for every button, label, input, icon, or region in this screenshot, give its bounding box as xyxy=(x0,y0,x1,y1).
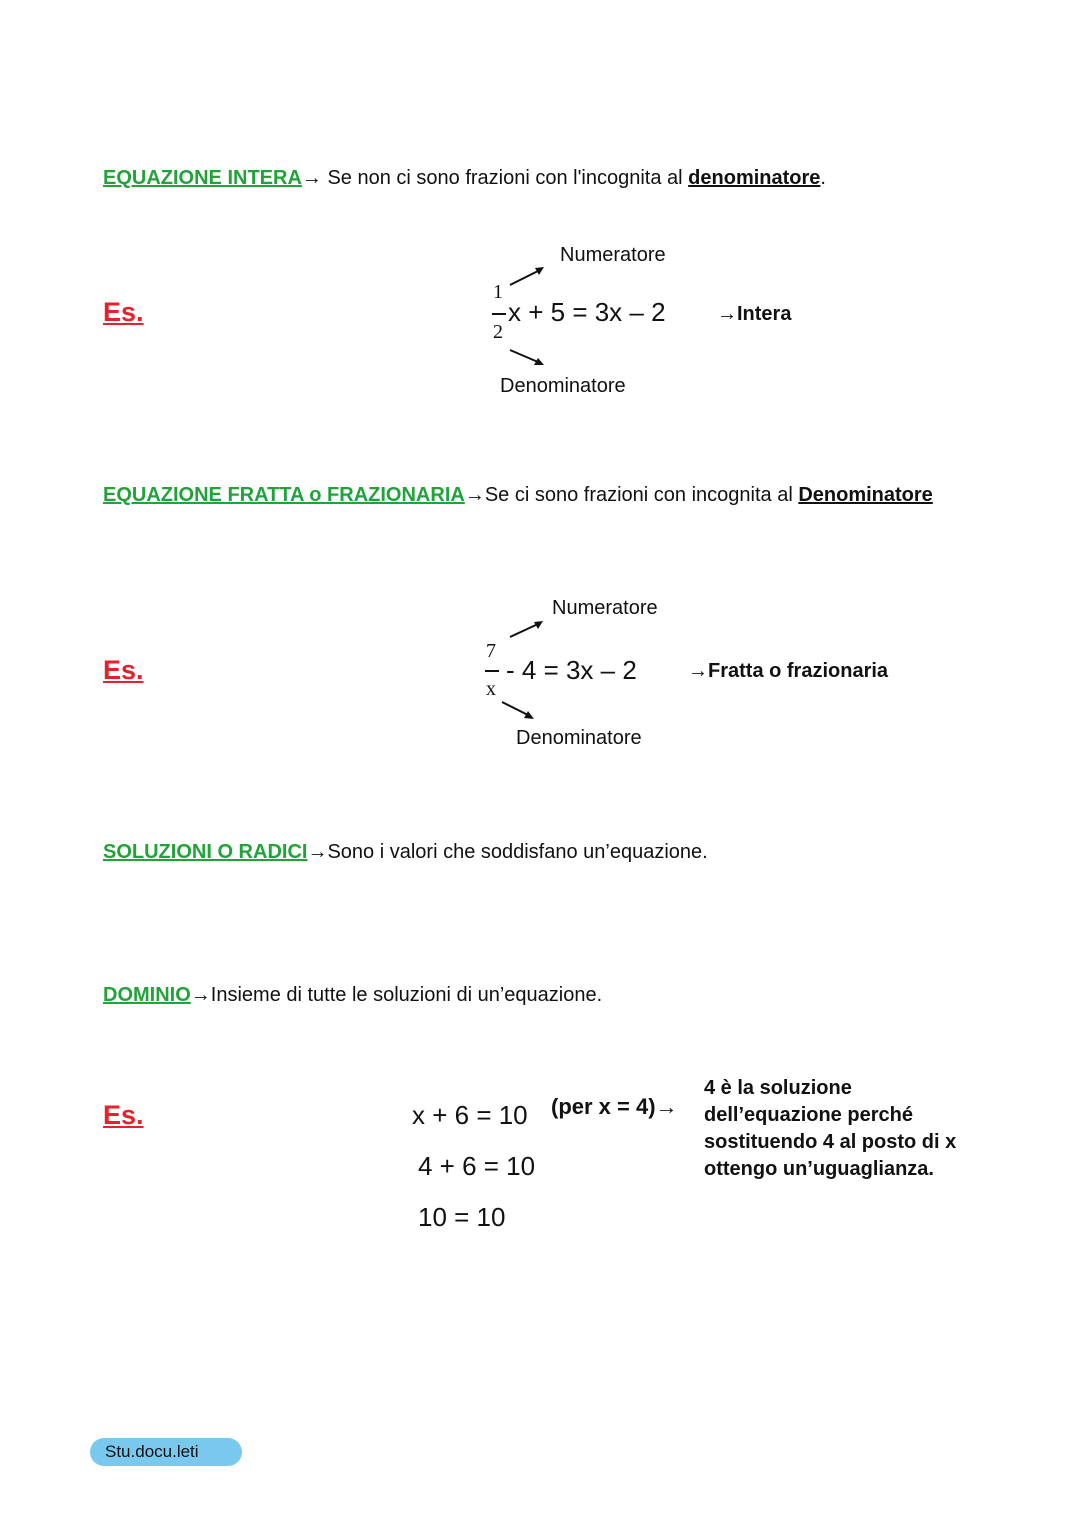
fraction-numerator-2: 7 xyxy=(486,640,496,662)
definition-equazione-fratta xyxy=(103,484,933,507)
equation-line-1: x + 6 = 10 xyxy=(412,1100,528,1130)
term-equazione-fratta: EQUAZIONE FRATTA o FRAZIONARIA xyxy=(103,484,465,506)
term-equazione-intera: EQUAZIONE INTERA xyxy=(103,167,302,189)
numerator-label-2: Numeratore xyxy=(552,597,658,619)
equation-2: - 4 = 3x – 2 xyxy=(506,655,637,685)
equation-line-2: 4 + 6 = 10 xyxy=(418,1151,536,1181)
definition-text: Se non ci sono frazioni con l'incognita al xyxy=(321,167,689,189)
arrow-down-icon xyxy=(500,700,540,722)
denominator-label-2: Denominatore xyxy=(516,727,642,749)
definition-text: Se ci sono frazioni con incognita al xyxy=(484,484,799,506)
emphasis-denominatore: Denominatore xyxy=(798,484,933,506)
arrow-icon: → xyxy=(307,841,328,863)
definition-text: Sono i valori che soddisfano un’equazione. xyxy=(327,841,708,863)
definition-equazione-intera xyxy=(103,167,826,190)
result-fratta: →Fratta o frazionaria xyxy=(688,660,889,682)
arrow-down-icon xyxy=(508,348,548,368)
arrow-icon: → xyxy=(301,167,322,189)
fraction-denominator-1: 2 xyxy=(493,321,503,343)
equation-1: x + 5 = 3x – 2 xyxy=(508,297,666,327)
emphasis-denominatore: denominatore xyxy=(688,167,821,189)
definition-soluzioni xyxy=(103,841,708,864)
arrow-icon: → xyxy=(190,984,211,1006)
solution-note: 4 è la soluzione dell’equazione perché sostituendo 4 al posto di x ottengo un’uguaglianza. xyxy=(704,1077,957,1180)
fraction-denominator-2: x xyxy=(486,678,496,700)
denominator-label-1: Denominatore xyxy=(500,375,626,397)
result-intera: →Intera xyxy=(717,303,792,325)
equation-line-3: 10 = 10 xyxy=(418,1202,506,1232)
fraction-numerator-1: 1 xyxy=(493,281,503,303)
condition-per-x: (per x = 4)→ xyxy=(551,1094,678,1119)
definition-dominio xyxy=(103,984,602,1007)
example-label-2: Es. xyxy=(103,655,144,685)
term-dominio: DOMINIO xyxy=(103,984,191,1006)
example-label-3: Es. xyxy=(103,1100,144,1130)
definition-text: Insieme di tutte le soluzioni di un’equazione. xyxy=(210,984,603,1006)
definition-end: . xyxy=(820,167,826,189)
fraction-bar-1 xyxy=(492,313,506,315)
term-soluzioni: SOLUZIONI O RADICI xyxy=(103,841,308,863)
fraction-bar-2 xyxy=(485,670,499,672)
arrow-icon: → xyxy=(464,484,485,506)
numerator-label-1: Numeratore xyxy=(560,244,666,266)
logo-text: Stu.docu.leti xyxy=(105,1442,199,1461)
arrow-up-icon xyxy=(508,264,548,288)
example-label-1: Es. xyxy=(103,297,144,327)
arrow-up-icon xyxy=(508,618,548,640)
